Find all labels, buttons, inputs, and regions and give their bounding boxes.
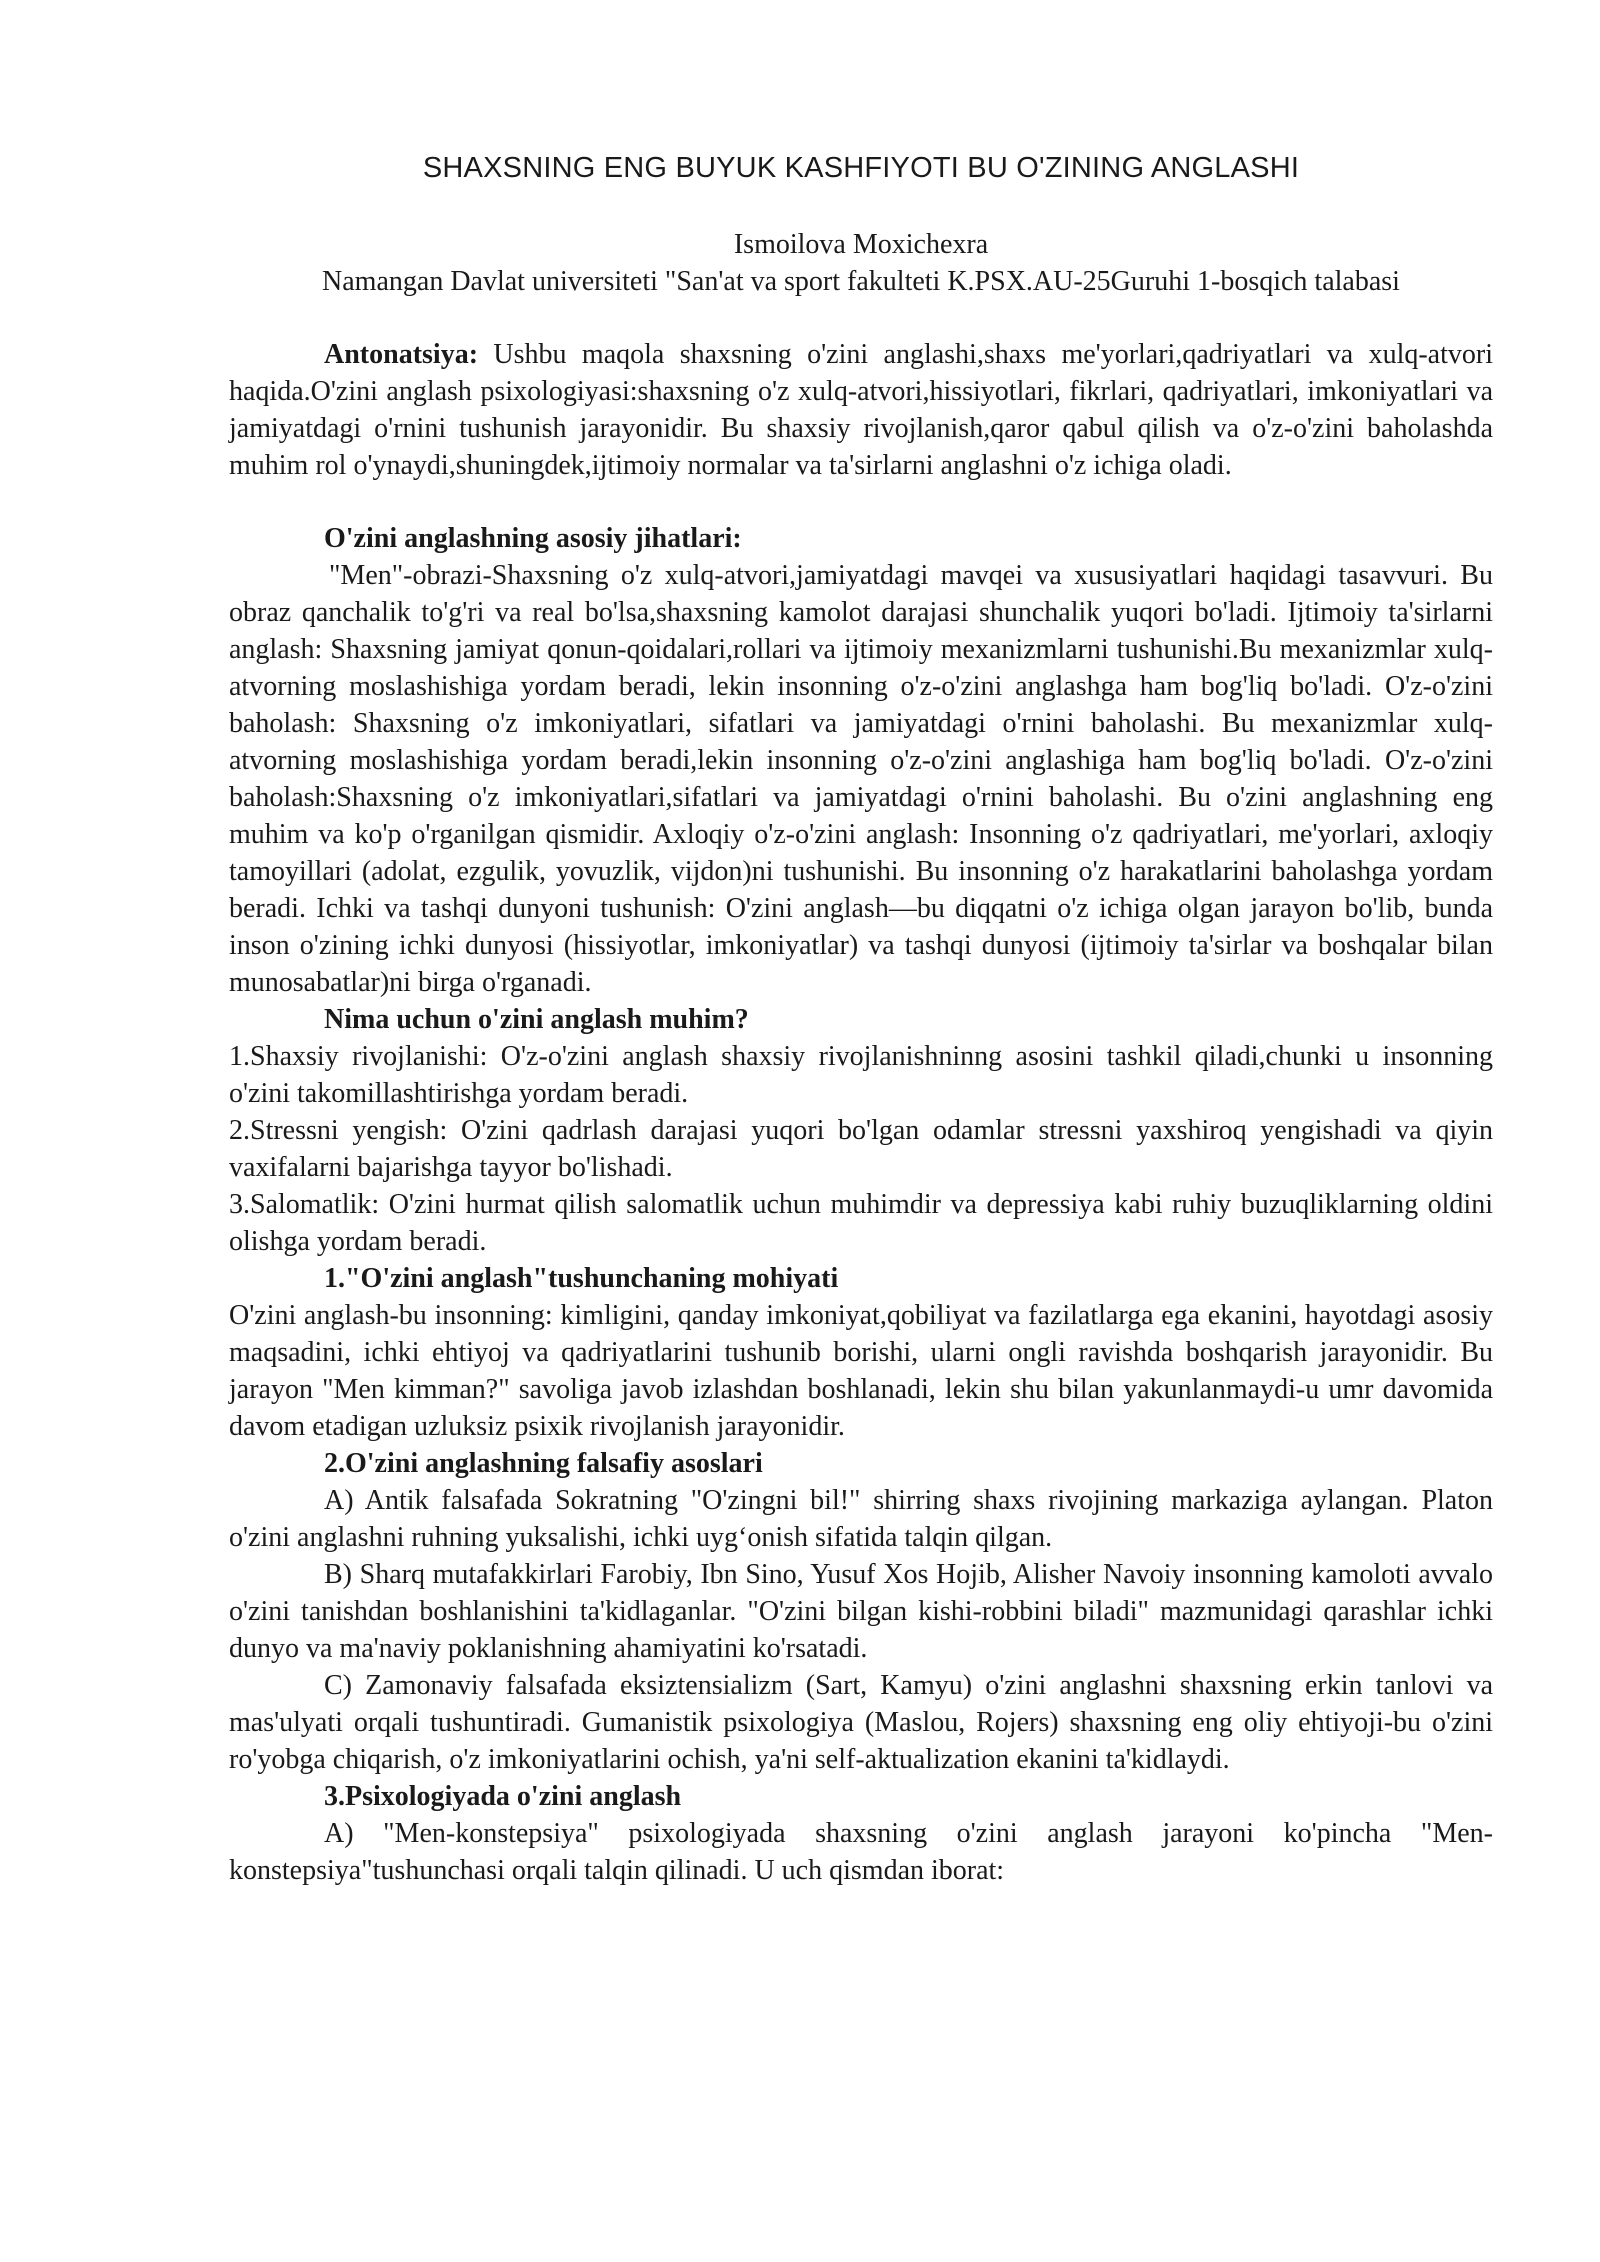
why-heading: Nima uchun o'zini anglash muhim? bbox=[324, 1004, 749, 1035]
author-affiliation: Namangan Davlat universiteti "San'at va sport fakulteti K.PSX.AU-25Guruhi 1-bosqich talabasi bbox=[322, 266, 1400, 297]
document-title: SHAXSNING ENG BUYUK KASHFIYOTI BU O'ZINING ANGLASHI bbox=[422, 152, 1300, 184]
section2-paragraph-b: B) Sharq mutafakkirlari Farobiy, Ibn Sino, Yusuf Xos Hojib, Alisher Navoiy insonning kamoloti avvalo o'zini tanishdan boshlanishini ta'kidlaganlar. "O'zini bilgan kishi-robbini biladi" mazmunidagi qarashlar ichki dunyo va ma'naviy poklanishning ahamiyatini ko'rsatadi. bbox=[229, 1559, 1493, 1664]
document-body bbox=[229, 148, 1493, 1889]
aspects-paragraph: "Men"-obrazi-Shaxsning o'z xulq-atvori,jamiyatdagi mavqei va xususiyatlari haqidagi tasavvuri. Bu obraz qanchalik to'g'ri va real bo'lsa,shaxsning kamolot darajasi shunchalik yuqori bo'ladi. Ijtimoiy ta'sirlarni anglash: Shaxsning jamiyat qonun-qoidalari,rollari va ijtimoiy mexanizmlarni tushunishi.Bu mexanizmlar xulq-atvorning moslashishiga yordam beradi, lekin insonning o'z-o'zini anglashga ham bog'liq bo'ladi. O'z-o'zini baholash: Shaxsning o'z imkoniyatlari, sifatlari va jamiyatdagi o'rnini baholashi. Bu mexanizmlar xulq-atvorning moslashishiga yordam beradi,lekin insonning o'z-o'zini anglashiga ham bog'liq bo'ladi. O'z-o'zini baholash:Shaxsning o'z imkoniyatlari,sifatlari va jamiyatdagi o'rnini baholashi. Bu o'zini anglashning eng muhim va ko'p o'rganilgan qismidir. Axloqiy o'z-o'zini anglash: Insonning o'z qadriyatlari, me'yorlari, axloqiy tamoyillari (adolat, ezgulik, yovuzlik, vijdon)ni tushunishi. Bu insonning o'z harakatlarini baholashga yordam beradi. Ichki va tashqi dunyoni tushunish: O'zini anglash—bu diqqatni o'z ichiga olgan jarayon bo'lib, bunda inson o'zining ichki dunyosi (hissiyotlar, imkoniyatlar) va tashqi dunyosi (ijtimoiy ta'sirlar va boshqalar bilan munosabatlar)ni birga o'rganadi. bbox=[229, 560, 1493, 998]
author-name: Ismoilova Moxichexra bbox=[733, 229, 989, 260]
abstract-paragraph bbox=[229, 336, 1493, 484]
section2-heading: 2.O'zini anglashning falsafiy asoslari bbox=[324, 1448, 763, 1479]
section2-paragraph-c: C) Zamonaviy falsafada eksiztensializm (Sart, Kamyu) o'zini anglashni shaxsning erkin tanlovi va mas'ulyati orqali tushuntiradi. Gumanistik psixologiya (Maslou, Rojers) shaxsning eng oliy ehtiyoji-bu o'zini ro'yobga chiqarish, o'z imkoniyatlarini ochish, ya'ni self-aktualization ekanini ta'kidlaydi. bbox=[229, 1670, 1493, 1775]
section3-heading: 3.Psixologiyada o'zini anglash bbox=[324, 1781, 682, 1812]
abstract-text: Ushbu maqola shaxsning o'zini anglashi,shaxs me'yorlari,qadriyatlari va xulq-atvori haqida.O'zini anglash psixologiyasi:shaxsning o'z xulq-atvori,hissiyotlari, fikrlari, qadriyatlari, imkoniyatlari va jamiyatdagi o'rnini tushunish jarayonidir. Bu shaxsiy rivojlanish,qaror qabul qilish va o'z-o'zini baholashda muhim rol o'ynaydi,shuningdek,ijtimoiy normalar va ta'sirlarni anglashni o'z ichiga oladi. bbox=[229, 339, 1493, 481]
why-item-3: 3.Salomatlik: O'zini hurmat qilish salomatlik uchun muhimdir va depressiya kabi ruhiy buzuqliklarning oldini olishga yordam beradi. bbox=[229, 1189, 1493, 1257]
section2-paragraph-a: A) Antik falsafada Sokratning "O'zingni bil!" shirring shaxs rivojining markaziga aylangan. Platon o'zini anglashni ruhning yuksalishi, ichki uyg‘onish sifatida talqin qilgan. bbox=[229, 1485, 1493, 1553]
abstract-label: Antonatsiya: bbox=[324, 339, 479, 370]
why-item-1: 1.Shaxsiy rivojlanishi: O'z-o'zini anglash shaxsiy rivojlanishninng asosini tashkil qiladi,chunki u insonning o'zini takomillashtirishga yordam beradi. bbox=[229, 1041, 1493, 1109]
aspects-heading: O'zini anglashning asosiy jihatlari: bbox=[324, 523, 742, 554]
why-item-2: 2.Stressni yengish: O'zini qadrlash darajasi yuqori bo'lgan odamlar stressni yaxshiroq yengishadi va qiyin vaxifalarni bajarishga tayyor bo'lishadi. bbox=[229, 1115, 1493, 1183]
section3-paragraph-a: A) "Men-konstepsiya" psixologiyada shaxsning o'zini anglash jarayoni ko'pincha "Men-konstepsiya"tushunchasi orqali talqin qilinadi. U uch qismdan iborat: bbox=[229, 1818, 1493, 1886]
section1-paragraph: O'zini anglash-bu insonning: kimligini, qanday imkoniyat,qobiliyat va fazilatlarga ega ekanini, hayotdagi asosiy maqsadini, ichki ehtiyoj va qadriyatlarini tushunib borishi, ularni ongli ravishda boshqarish jarayonidir. Bu jarayon "Men kimman?" savoliga javob izlashdan boshlanadi, lekin shu bilan yakunlanmaydi-u umr davomida davom etadigan uzluksiz psixik rivojlanish jarayonidir. bbox=[229, 1300, 1493, 1442]
section1-heading: 1."O'zini anglash"tushunchaning mohiyati bbox=[324, 1263, 839, 1294]
